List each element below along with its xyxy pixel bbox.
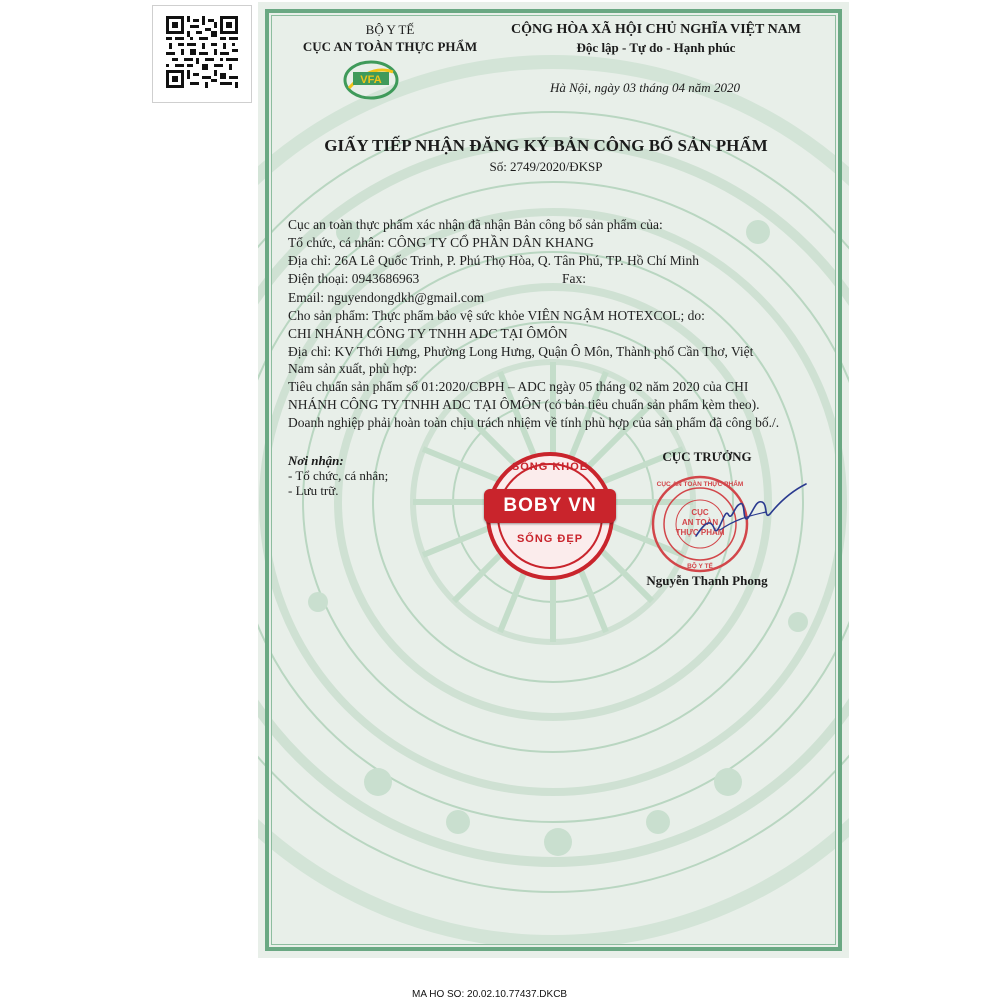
seal-ring-text: CỤC AN TOÀN THỰC PHẨM (656, 481, 744, 488)
recipient-item: - Tổ chức, cá nhân; (288, 468, 389, 483)
document-title: GIẤY TIẾP NHẬN ĐĂNG KÝ BẢN CÔNG BỐ SẢN PHẨM (324, 136, 768, 155)
seal-inner-2: AN TOÀN (681, 518, 719, 527)
qr-code-icon (166, 16, 238, 88)
national-motto: Độc lập - Tự do - Hạnh phúc (576, 40, 736, 55)
document-number: Số: 2749/2020/ĐKSP (489, 159, 603, 174)
ministry-name: BỘ Y TẾ (365, 22, 415, 37)
body-responsibility: Doanh nghiệp phải hoàn toàn chịu trách nhiệm về tính phù hợp của sản phẩm đã công bố./. (288, 415, 780, 430)
body-maker-address-1: Địa chỉ: KV Thới Hưng, Phường Long Hưng, Quận Ô Môn, Thành phố Cần Thơ, Việt (288, 344, 754, 359)
brand-stamp-label: BOBY VN (484, 489, 616, 523)
seal-bottom-text: BỘ Y TẾ (687, 563, 713, 570)
brand-stamp-bottom: SỐNG ĐẸP (516, 533, 584, 545)
body-phone: Điện thoại: 0943686963 (288, 271, 420, 286)
issue-date: Hà Nội, ngày 03 tháng 04 năm 2020 (550, 80, 740, 95)
vfa-logo-text: VFA (360, 74, 382, 86)
record-code: MA HO SO: 20.02.10.77437.DKCB (412, 989, 568, 1000)
agency-name: CỤC AN TOÀN THỰC PHẨM (302, 39, 478, 54)
body-standard-2: NHÁNH CÔNG TY TNHH ADC TẠI ÔMÔN (có bản tiêu chuẩn sản phẩm kèm theo). (288, 397, 760, 412)
handwritten-signature-icon (690, 478, 810, 548)
recipients-label: Nơi nhận: (288, 453, 344, 468)
brand-stamp-top: SỐNG KHỎE (511, 461, 589, 473)
body-maker-address-2: Nam sản xuất, phù hợp: (288, 361, 417, 376)
body-product: Cho sản phẩm: Thực phẩm bảo vệ sức khỏe VIÊN NGẬM HOTEXCOL; do: (288, 308, 705, 323)
vfa-logo-icon (343, 60, 399, 100)
body-organization: Tổ chức, cá nhân: CÔNG TY CỔ PHẦN DÂN KHANG (288, 235, 594, 250)
seal-inner-1: CỤC (691, 508, 709, 517)
seal-inner-3: THỰC PHẨM (675, 528, 725, 537)
signer-role: CỤC TRƯỞNG (662, 449, 752, 464)
body-address: Địa chỉ: 26A Lê Quốc Trinh, P. Phú Thọ Hòa, Q. Tân Phú, TP. Hồ Chí Minh (288, 253, 700, 268)
qr-code (152, 5, 252, 103)
body-fax: Fax: (562, 271, 587, 286)
recipient-item: - Lưu trữ. (288, 483, 339, 498)
signer-name: Nguyễn Thanh Phong (646, 573, 768, 588)
body-intro: Cục an toàn thực phẩm xác nhận đã nhận Bản công bố sản phẩm của: (288, 217, 663, 232)
body-maker: CHI NHÁNH CÔNG TY TNHH ADC TẠI ÔMÔN (288, 326, 568, 341)
country-name: CỘNG HÒA XÃ HỘI CHỦ NGHĨA VIỆT NAM (510, 22, 802, 37)
body-email: Email: nguyendongdkh@gmail.com (288, 290, 485, 305)
body-standard-1: Tiêu chuẩn sản phẩm số 01:2020/CBPH – ADC ngày 05 tháng 02 năm 2020 của CHI (288, 379, 749, 394)
